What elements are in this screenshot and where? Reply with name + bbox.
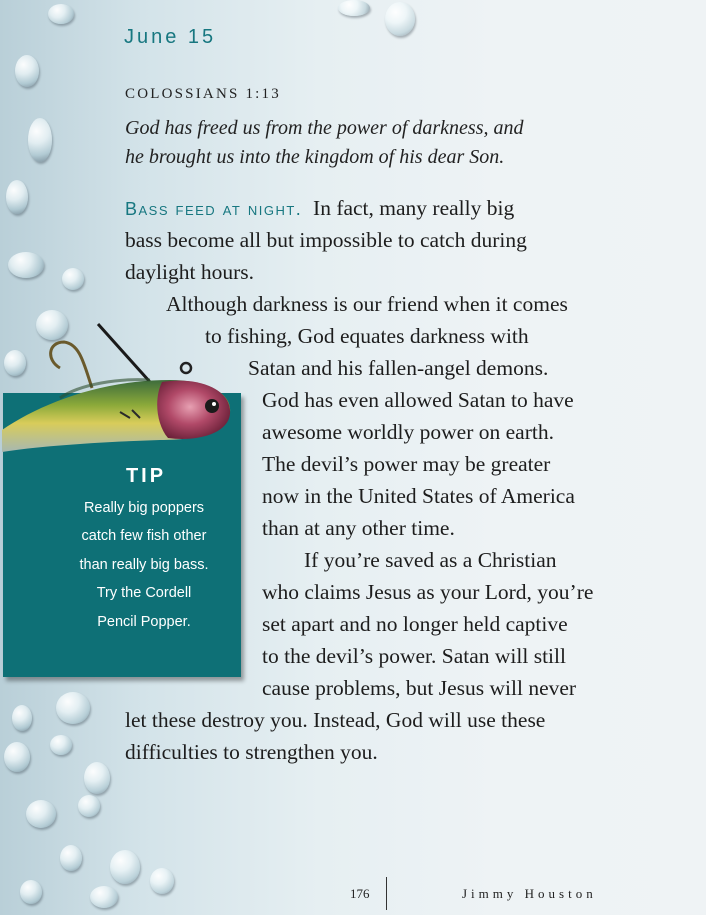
tip-line: catch few fish other: [81, 528, 207, 544]
water-drop: [60, 845, 82, 871]
body-line: now in the United States of America: [262, 484, 575, 508]
water-drop: [90, 886, 118, 908]
verse-line: he brought us into the kingdom of his dear Son.: [125, 146, 505, 168]
body-line: Although darkness is our friend when it comes: [166, 292, 568, 316]
water-drop: [6, 180, 28, 214]
tip-title: TIP: [125, 465, 167, 487]
water-drop: [385, 2, 415, 36]
lead-in-heading: Bass feed at night.: [125, 199, 303, 219]
water-drop: [4, 742, 30, 772]
body-text: In fact, many really big: [313, 196, 515, 220]
water-drop: [8, 252, 44, 278]
tip-line: Pencil Popper.: [97, 614, 191, 630]
body-line: let these destroy you. Instead, God will use these: [125, 708, 546, 732]
water-drop: [56, 692, 90, 724]
body-line: Satan and his fallen-angel demons.: [248, 356, 549, 380]
body-line: set apart and no longer held captive: [262, 612, 568, 636]
body-line: cause problems, but Jesus will never: [262, 676, 577, 700]
water-drop: [28, 118, 52, 162]
body-line: God has even allowed Satan to have: [262, 388, 574, 412]
author-name: Jimmy Houston: [462, 886, 597, 901]
body-line: to the devil’s power. Satan will still: [262, 644, 566, 668]
water-drop: [12, 705, 32, 731]
verse-reference: COLOSSIANS 1:13: [125, 86, 281, 102]
tip-line: Try the Cordell: [96, 585, 192, 601]
water-drop: [84, 762, 110, 794]
body-line: daylight hours.: [125, 260, 254, 284]
footer-divider: [386, 877, 387, 910]
water-drop: [20, 880, 42, 904]
body-line: [125, 196, 514, 221]
water-drop: [48, 4, 74, 24]
body-line: bass become all but impossible to catch during: [125, 228, 527, 252]
body-line: If you’re saved as a Christian: [304, 548, 557, 572]
body-line: awesome worldly power on earth.: [262, 420, 554, 444]
water-drop: [15, 55, 39, 87]
verse-line: God has freed us from the power of darkness, and: [125, 117, 524, 139]
water-drop: [78, 795, 100, 817]
body-line: difficulties to strengthen you.: [125, 740, 378, 764]
water-drop: [26, 800, 56, 828]
page-date: June 15: [124, 26, 217, 48]
body-line: than at any other time.: [262, 516, 455, 540]
water-drop: [50, 735, 72, 755]
page-number: 176: [350, 886, 370, 901]
verse-text: [125, 114, 595, 172]
water-drop: [150, 868, 174, 894]
body-line: who claims Jesus as your Lord, you’re: [262, 580, 594, 604]
tip-line: than really big bass.: [79, 557, 209, 573]
tip-line: Really big poppers: [83, 500, 205, 516]
body-line: The devil’s power may be greater: [262, 452, 551, 476]
water-drop: [62, 268, 84, 290]
water-drop: [338, 0, 370, 16]
body-line: to fishing, God equates darkness with: [205, 324, 529, 348]
water-drop: [110, 850, 140, 884]
fishing-lure-image: [0, 320, 250, 470]
